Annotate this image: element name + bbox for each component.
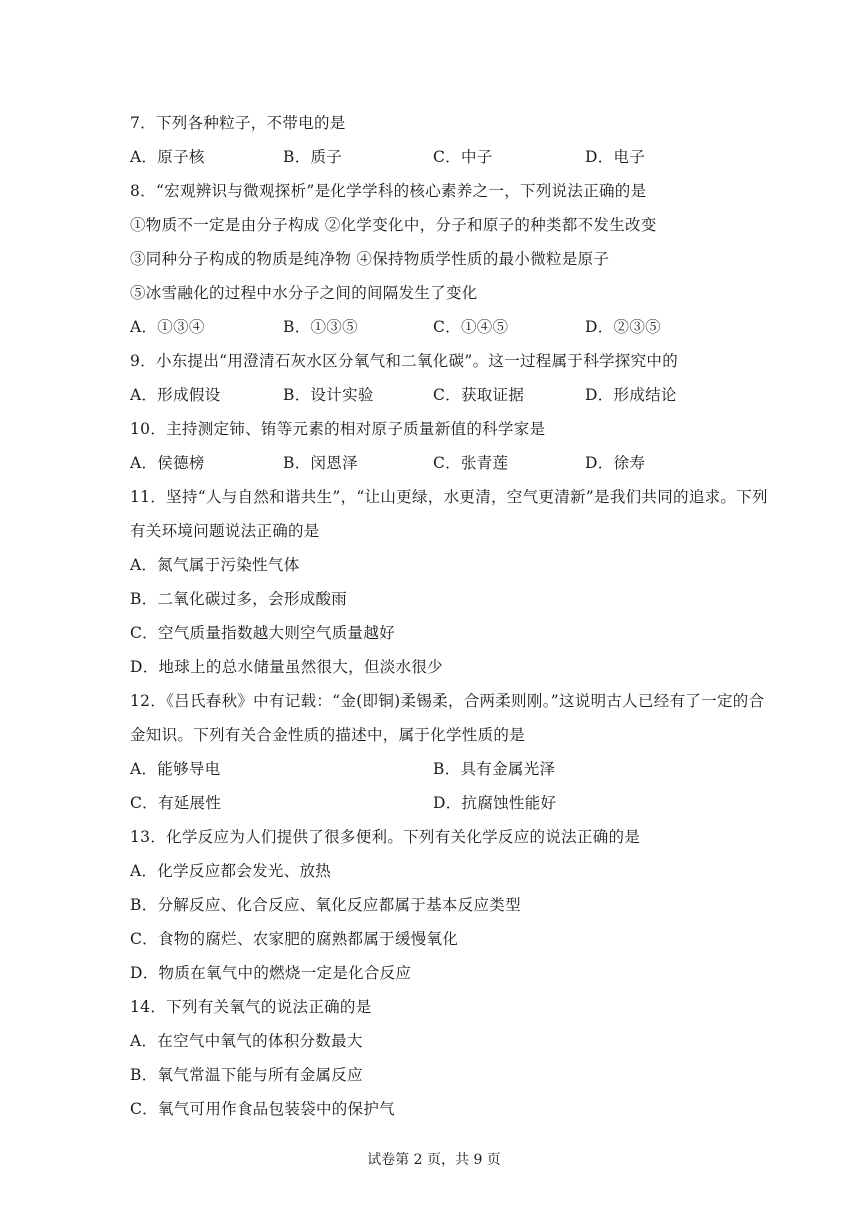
question-12-stem-continued: 金知识。下列有关合金性质的描述中，属于化学性质的是 <box>130 726 526 744</box>
option-b: B．二氧化碳过多，会形成酸雨 <box>130 590 348 608</box>
question-14-stem: 14．下列有关氧气的说法正确的是 <box>130 998 372 1016</box>
question-8-statement: ①物质不一定是由分子构成 ②化学变化中，分子和原子的种类都不发生改变 <box>130 216 657 234</box>
question-9-stem: 9．小东提出“用澄清石灰水区分氧气和二氧化碳”。这一过程属于科学探究中的 <box>130 352 679 370</box>
option-c: C．①④⑤ <box>433 318 509 336</box>
question-8-statement: ③同种分子构成的物质是纯净物 ④保持物质学性质的最小微粒是原子 <box>130 250 610 268</box>
option-d: D．形成结论 <box>585 386 677 404</box>
option-d: D．电子 <box>585 148 646 166</box>
option-b: B．设计实验 <box>283 386 374 404</box>
option-d: D．②③⑤ <box>585 318 661 336</box>
option-c: C．空气质量指数越大则空气质量越好 <box>130 624 395 642</box>
option-d: D．地球上的总水储量虽然很大，但淡水很少 <box>130 658 443 676</box>
option-a: A．能够导电 <box>130 760 221 778</box>
option-b: B．具有金属光泽 <box>433 760 556 778</box>
option-a: A．形成假设 <box>130 386 221 404</box>
option-c: C．食物的腐烂、农家肥的腐熟都属于缓慢氧化 <box>130 930 459 948</box>
option-b: B．闵恩泽 <box>283 454 358 472</box>
question-8-stem: 8．“宏观辨识与微观探析”是化学学科的核心素养之一，下列说法正确的是 <box>130 182 647 200</box>
question-7-stem: 7．下列各种粒子，不带电的是 <box>130 114 346 132</box>
option-a: A．氮气属于污染性气体 <box>130 556 300 574</box>
option-c: C．中子 <box>433 148 493 166</box>
option-d: D．抗腐蚀性能好 <box>433 794 557 812</box>
option-c: C．获取证据 <box>433 386 525 404</box>
option-c: C．张青莲 <box>433 454 509 472</box>
question-11-stem: 11．坚持“人与自然和谐共生”，“让山更绿，水更清，空气更清新”是我们共同的追求。下列 <box>130 488 768 506</box>
question-12-stem: 12．《吕氏春秋》中有记载：“金(即铜)柔锡柔，合两柔则刚。”这说明古人已经有了一定的合 <box>130 692 765 710</box>
option-c: C．有延展性 <box>130 794 222 812</box>
option-a: A．原子核 <box>130 148 205 166</box>
question-8-statement: ⑤冰雪融化的过程中水分子之间的间隔发生了变化 <box>130 284 478 302</box>
option-b: B．质子 <box>283 148 343 166</box>
option-a: A．化学反应都会发光、放热 <box>130 862 332 880</box>
option-a: A．侯德榜 <box>130 454 205 472</box>
question-11-stem-continued: 有关环境问题说法正确的是 <box>130 522 320 540</box>
option-b: B．氧气常温下能与所有金属反应 <box>130 1066 363 1084</box>
option-d: D．物质在氧气中的燃烧一定是化合反应 <box>130 964 412 982</box>
option-a: A．①③④ <box>130 318 205 336</box>
question-13-stem: 13．化学反应为人们提供了很多便利。下列有关化学反应的说法正确的是 <box>130 828 641 846</box>
question-10-stem: 10．主持测定铈、铕等元素的相对原子质量新值的科学家是 <box>130 420 546 438</box>
option-a: A．在空气中氧气的体积分数最大 <box>130 1032 363 1050</box>
page-footer: 试卷第 2 页，共 9 页 <box>367 1152 501 1168</box>
option-d: D．徐寿 <box>585 454 646 472</box>
option-c: C．氧气可用作食品包装袋中的保护气 <box>130 1100 395 1118</box>
option-b: B．分解反应、化合反应、氧化反应都属于基本反应类型 <box>130 896 521 914</box>
option-b: B．①③⑤ <box>283 318 358 336</box>
